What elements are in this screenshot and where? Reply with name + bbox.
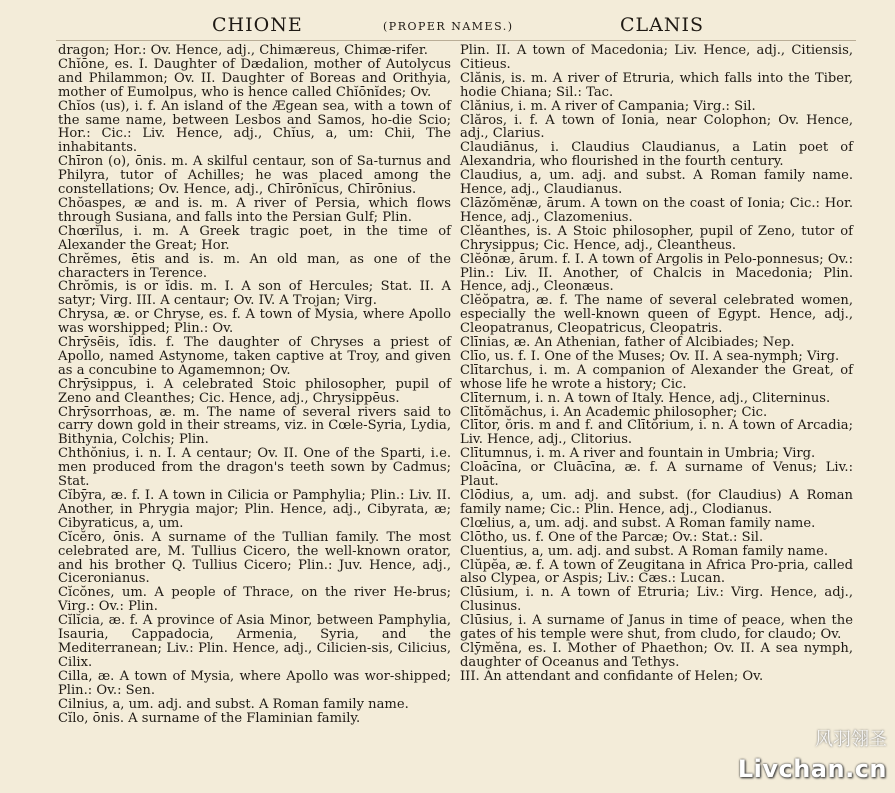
watermark-site: Livchan.cn [737, 755, 887, 783]
right-column [460, 44, 853, 684]
dictionary-entry: dragon; Hor.: Ov. Hence, adj., Chimæreus, Chimæ-rifer. [58, 43, 428, 58]
dictionary-entry: Clōtho, us. f. One of the Parcæ; Ov.: Stat.: Sil. [460, 529, 764, 545]
dictionary-entry: Clăros, i. f. A town of Ionia, near Colophon; Ov. Hence, adj., Clarius. [460, 112, 853, 142]
dictionary-entry: Cilnius, a, um. adj. and subst. A Roman family name. [58, 696, 409, 712]
header-section-title: (PROPER NAMES.) [383, 20, 514, 33]
dictionary-entry: Clĕanthes, is. A Stoic philosopher, pupil of Zeno, tutor of Chrysippus; Cic. Hence, adj., Cleantheus. [460, 223, 853, 253]
dictionary-entry: Chrȳsēis, ĭdis. f. The daughter of Chryses a priest of Apollo, named Astynome, taken captive at Troy, and given as a concubine to Agamemnon; Ov. [58, 335, 451, 378]
dictionary-entry: Chrŏmis, is or ĭdis. m. I. A son of Hercules; Stat. II. A satyr; Virg. III. A centaur; Ov. IV. A Trojan; Virg. [58, 279, 451, 309]
dictionary-entry: Clītarchus, i. m. A companion of Alexander the Great, of whose life he wrote a history; Cic. [460, 362, 853, 392]
dictionary-entry: Clīo, us. f. I. One of the Muses; Ov. II. A sea-nymph; Virg. [460, 348, 840, 364]
dictionary-entry: Cĭcĕro, ōnis. A surname of the Tullian family. The most celebrated are, M. Tullius Cicero, the well-known orator, and his brother Q. Tullius Cicero; Plin.: Juv. Hence, adj., Ciceronianus. [58, 529, 451, 587]
dictionary-entry: Cĭlĭcia, æ. f. A province of Asia Minor, between Pamphylia, Isauria, Cappadocia, Armenia, Syria, and the Mediterranean; Liv.: Plin. Hence, adj., Cilicien-sis, Cilicius, Cilix. [58, 613, 451, 670]
dictionary-entry: Clīnias, æ. An Athenian, father of Alcibiades; Nep. [460, 335, 795, 351]
dictionary-entry: Chīron (o), ōnis. m. A skilful centaur, son of Sa-turnus and Philyra, tutor of Achilles; he was placed among the constellations; Ov. Hence, adj., Chīrōnĭcus, Chīrōnius. [58, 154, 451, 198]
dictionary-entry: Clīternum, i. n. A town of Italy. Hence, adj., Cliterninus. [460, 390, 831, 406]
header-rule [56, 40, 856, 41]
dictionary-entry: Chrĕmes, ētis and is. m. An old man, as one of the characters in Terence. [58, 251, 451, 281]
dictionary-entry: Cĭcŏnes, um. A people of Thrace, on the river He-brus; Virg.: Ov.: Plin. [58, 585, 451, 615]
dictionary-entry: Cilla, æ. A town of Mysia, where Apollo was wor-shipped; Plin.: Ov.: Sen. [58, 668, 451, 698]
dictionary-entry: Clœlius, a, um. adj. and subst. A Roman family name. [460, 515, 816, 531]
dictionary-entry: Chthŏnius, i. n. I. A centaur; Ov. II. One of the Sparti, i.e. men produced from the dragon's teeth sown by Cadmus; Stat. [58, 446, 451, 490]
dictionary-entry: Chĭos (us), i. f. An island of the Ægean sea, with a town of the same name, between Lesbos and Samos, ho-die Scio; Hor.: Cic.: Liv. Hence, adj., Chĭus, a, um: Chii, The inhabitants. [58, 98, 451, 156]
dictionary-entry: Clītor, ŏris. m and f. and Clītŏrium, i. n. A town of Arcadia; Liv. Hence, adj., Clitorius. [460, 418, 853, 448]
dictionary-entry: Chrȳsorrhoas, æ. m. The name of several rivers said to carry down gold in their streams, viz. in Cœle-Syria, Lydia, Bithynia, Colchis; Plin. [58, 404, 451, 448]
dictionary-entry: Clȳmĕna, es. I. Mother of Phaethon; Ov. II. A sea nymph, daughter of Oceanus and Tethys. [460, 640, 853, 670]
dictionary-entry: Clāzŏmĕnæ, ārum. A town on the coast of Ionia; Cic.: Hor. Hence, adj., Clazomenius. [460, 195, 853, 225]
dictionary-entry: Chŏaspes, æ and is. m. A river of Persia, which flows through Susiana, and falls into the Persian Gulf; Plin. [58, 195, 451, 225]
dictionary-entry: Chrysa, æ. or Chryse, es. f. A town of Mysia, where Apollo was worshipped; Plin.: Ov. [58, 307, 451, 337]
dictionary-entry: Clōdius, a, um. adj. and subst. (for Claudius) A Roman family name; Cic.: Plin. Hence, adj., Clodianus. [460, 488, 853, 517]
dictionary-entry: Claudius, a, um. adj. and subst. A Roman family name. Hence, adj., Claudianus. [460, 168, 853, 198]
dictionary-entry: Claudiānus, i. Claudius Claudianus, a Latin poet of Alexandria, who flourished in the fourth century. [460, 140, 853, 170]
dictionary-entry: Cluentius, a, um. adj. and subst. A Roman family name. [460, 543, 828, 559]
dictionary-entry: Cĭlo, ōnis. A surname of the Flaminian family. [58, 710, 361, 726]
watermark-mark: 风羽翎圣 [815, 729, 887, 750]
dictionary-entry: Plin. II. A town of Macedonia; Liv. Hence, adj., Citiensis, Citieus. [460, 43, 853, 72]
dictionary-entry: Clĕōnæ, ārum. f. I. A town of Argolis in Pelo-ponnesus; Ov.: Plin.: Liv. II. Another, of Chalcis in Macedonia; Plin. Hence, adj., Cleonæus. [460, 251, 853, 295]
dictionary-entry: Clănius, i. m. A river of Campania; Virg.: Sil. [460, 98, 756, 114]
dictionary-entry: Cĭbȳra, æ. f. I. A town in Cilicia or Pamphylia; Plin.: Liv. II. Another, in Phrygia major; Plin. Hence, adj., Cibyrata, æ; Cibyraticus, a, um. [58, 488, 451, 531]
dictionary-entry: Cloācīna, or Cluācīna, æ. f. A surname of Venus; Liv.: Plaut. [460, 460, 853, 490]
header-left-guide-word: CHIONE [212, 14, 303, 36]
dictionary-entry: Clītŏmăchus, i. An Academic philosopher; Cic. [460, 404, 768, 420]
dictionary-entry: Clūsius, i. A surname of Janus in time of peace, when the gates of his temple were shut, from cludo, for claudo; Ov. [460, 613, 853, 643]
dictionary-entry: Clŭpĕa, æ. f. A town of Zeugitana in Africa Pro-pria, called also Clypea, or Aspis; Liv.: Cæs.: Lucan. [460, 557, 853, 587]
dictionary-entry: Clĕŏpatra, æ. f. The name of several celebrated women, especially the well-known queen of Egypt. Hence, adj., Cleopatranus, Cleopatricus, Cleopatris. [460, 293, 853, 337]
dictionary-entry: Chrȳsippus, i. A celebrated Stoic philosopher, pupil of Zeno and Cleanthes; Cic. Hence, adj., Chrysippēus. [58, 376, 451, 406]
left-column [58, 44, 451, 725]
dictionary-entry: Clănis, is. m. A river of Etruria, which falls into the Tiber, hodie Chiana; Sil.: Tac. [460, 70, 853, 100]
dictionary-entry: Clūsium, i. n. A town of Etruria; Liv.: Virg. Hence, adj., Clusinus. [460, 585, 853, 615]
header-right-guide-word: CLANIS [620, 14, 705, 36]
dictionary-entry: Chĭōne, es. I. Daughter of Dædalion, mother of Autolycus and Philammon; Ov. II. Daughter of Boreas and Orithyia, mother of Eumolpus, who is hence called Chĭōnĭdes; Ov. [58, 56, 451, 100]
dictionary-entry: Clītumnus, i. m. A river and fountain in Umbria; Virg. [460, 446, 816, 462]
dictionary-entry: III. An attendant and confidante of Helen; Ov. [460, 668, 764, 684]
dictionary-entry: Chœrĭlus, i. m. A Greek tragic poet, in the time of Alexander the Great; Hor. [58, 223, 451, 253]
